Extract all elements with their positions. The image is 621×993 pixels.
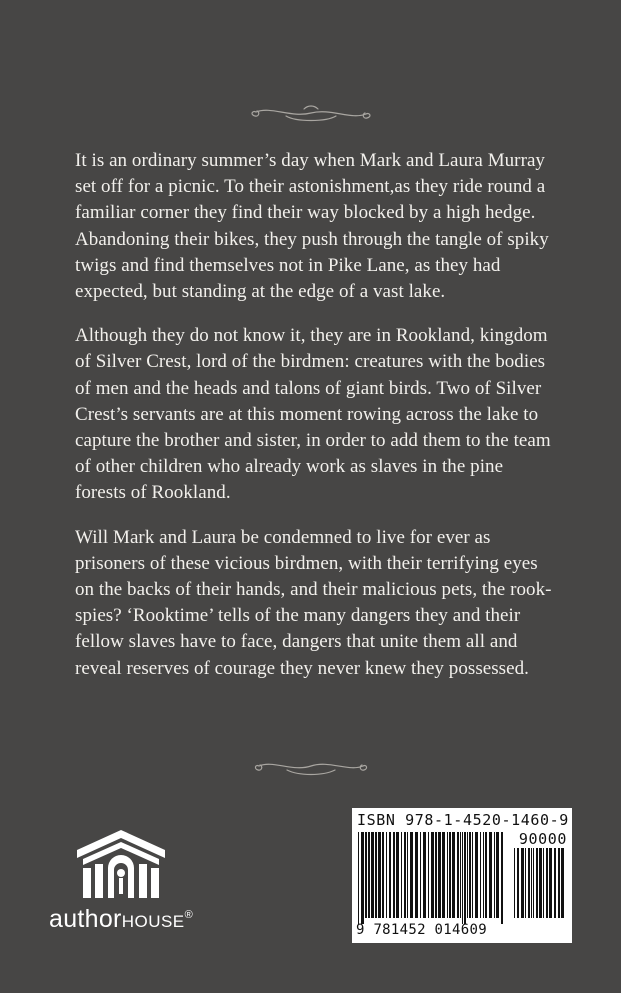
barcode-bar [558, 848, 560, 918]
barcode-bar [549, 848, 552, 918]
barcode-bar [407, 832, 408, 918]
barcode-bar [496, 832, 499, 918]
registered-mark: ® [184, 909, 194, 921]
barcode-bar [371, 832, 374, 918]
barcode-bar [358, 832, 359, 924]
barcode-bar [420, 832, 421, 918]
barcode-bar [543, 848, 544, 918]
blurb-paragraph-2: Although they do not know it, they are in Rookland, kingdom of Silver Crest, lord of the birdmen: creatures with the bodies of men and the heads and talons of giant birds. Two of Silver Crest’s servants are at this moment rowing across the lake to capture the brother and sister, in order to add them to the team of other children who already work as slaves in the pine forests of Rookland. [75, 325, 551, 504]
barcode-bar [401, 832, 402, 918]
barcode-bar [485, 832, 487, 918]
blurb-paragraph-3: Will Mark and Laura be condemned to live for ever as prisoners of these vicious birdmen, with their terrifying eyes on the backs of their hands, and their malicious pets, the rook-spies? ‘Rooktime’ tells of the many dangers they and their fellow slaves have to face, dangers that unite them all and reveal reserves of courage they never knew they possessed. [75, 526, 552, 679]
back-cover-blurb [75, 148, 553, 700]
barcode-bar [472, 832, 473, 918]
isbn-label: ISBN 978-1-4520-1460-9 [357, 811, 569, 829]
barcode-bar [438, 832, 441, 918]
barcode-bar [501, 832, 503, 924]
barcode-bar [457, 832, 459, 918]
barcode-bar [531, 848, 532, 918]
barcode-bar [462, 832, 463, 924]
barcode-bar [480, 832, 481, 918]
barcode-bar [389, 832, 391, 918]
bottom-ornament [0, 752, 621, 792]
barcode-bar [517, 848, 519, 918]
barcode-bar [533, 848, 534, 918]
house-arch-logo-icon [75, 828, 167, 900]
barcode-bar [386, 832, 387, 918]
barcode-bar [546, 848, 548, 918]
barcode-bar [382, 832, 384, 918]
barcode-bar [536, 848, 538, 918]
barcode-bar [368, 832, 370, 918]
flourish-icon [246, 100, 376, 130]
isbn-barcode [352, 808, 572, 943]
barcode-bar [561, 848, 564, 918]
barcode-bar [494, 832, 495, 918]
ean-digits: 9 781452 014609 [356, 922, 487, 938]
barcode-bar [365, 832, 367, 918]
barcode-bar [447, 832, 448, 918]
publisher-name-lower: author [49, 905, 122, 933]
barcode-bar [404, 832, 406, 918]
barcode-bar [375, 832, 377, 918]
barcode-bar [521, 848, 524, 918]
barcode-bar [415, 832, 418, 918]
publisher-logo [44, 828, 224, 943]
barcode-bar [435, 832, 437, 918]
barcode-bar [467, 832, 468, 918]
barcode-bar [431, 832, 434, 918]
supplement-barcode-bars [512, 848, 568, 924]
publisher-name [49, 905, 193, 934]
barcode-bar [396, 832, 399, 918]
barcode-bar [423, 832, 426, 918]
barcode-bar [428, 832, 429, 918]
flourish-icon [251, 752, 371, 780]
barcode-bar [442, 832, 445, 918]
barcode-bar [525, 848, 526, 918]
barcode-bar [452, 832, 455, 918]
barcode-bar [554, 848, 556, 918]
barcode-bar [393, 832, 395, 918]
barcode-bar [460, 832, 461, 918]
publisher-name-caps: HOUSE [121, 912, 185, 931]
price-code: 90000 [518, 830, 567, 848]
top-ornament [0, 100, 621, 140]
barcode-bar [483, 832, 484, 918]
blurb-paragraph-1: It is an ordinary summer’s day when Mark and Laura Murray set off for a picnic. To their astonishment,as they ride round a familiar corner they find their way blocked by a high hedge. Abandoning their bikes, they push through the tangle of spiky twigs and find themselves not in Pike Lane, as they had expected, but standing at the edge of a vast lake. [75, 150, 549, 303]
barcode-bar [469, 832, 471, 918]
barcode-bar [539, 848, 542, 918]
barcode-bar [514, 848, 515, 918]
barcode-bar [464, 832, 466, 924]
barcode-bar [475, 832, 478, 918]
barcode-bar [489, 832, 492, 918]
barcode-bar [378, 832, 381, 918]
ean-barcode-bars [356, 832, 506, 924]
barcode-bar [449, 832, 451, 918]
barcode-bar [361, 832, 364, 924]
barcode-bar [528, 848, 530, 918]
barcode-bar [410, 832, 413, 918]
